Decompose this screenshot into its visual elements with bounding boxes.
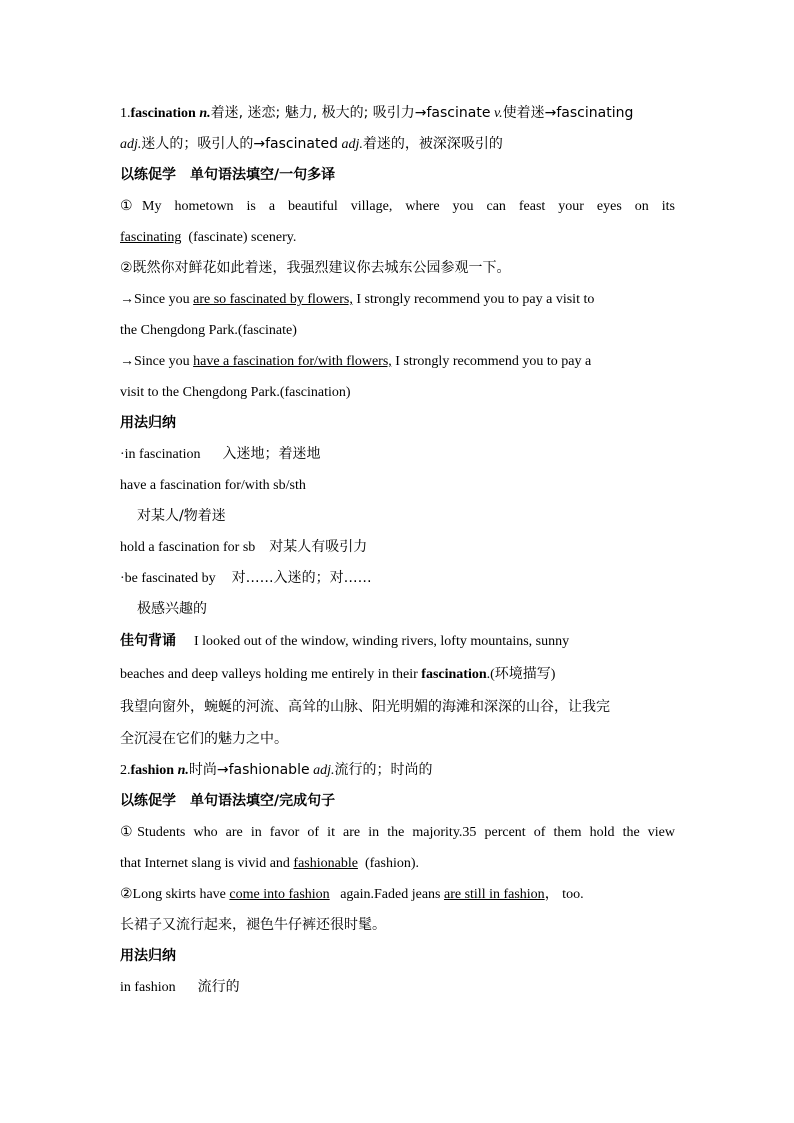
part-of-speech: n. bbox=[199, 106, 211, 121]
usage-item: hold a fascination for sb 对某人有吸引力 bbox=[120, 539, 368, 555]
meaning: 迷人的；吸引人的→fascinated bbox=[141, 136, 338, 152]
practice-heading: 以练促学 单句语法填空/一句多译 bbox=[120, 167, 336, 183]
headword: fashion bbox=[130, 763, 175, 778]
practice-heading: 以练促学 单句语法填空/完成句子 bbox=[120, 793, 336, 809]
answer: fashionable bbox=[293, 856, 358, 871]
document-page bbox=[120, 98, 675, 1003]
exercise-2-answer-1: →Since you are so fascinated by flowers, I strongly recommend you to pay a visit to bbox=[120, 292, 595, 307]
answer: are so fascinated by flowers, bbox=[193, 292, 353, 307]
usage-item-meaning: 对某人/物着迷 bbox=[137, 508, 226, 524]
exercise-1-line-2: fascinating (fascinate) scenery. bbox=[120, 230, 297, 245]
usage-item: in fashion 流行的 bbox=[120, 979, 240, 995]
meaning: 着迷的，被深深吸引的 bbox=[362, 136, 503, 152]
meaning: 时尚→fashionable bbox=[188, 762, 310, 778]
entry-number: 1. bbox=[120, 106, 131, 121]
usage-item-meaning: 极感兴趣的 bbox=[137, 601, 207, 617]
good-sentence-line-2: beaches and deep valleys holding me entirely in their fascination.(环境描写) bbox=[120, 667, 556, 682]
exercise-1-line-1: ①Students who are in favor of it are in the majority.35 percent of them hold the view bbox=[120, 825, 675, 840]
answer: fascinating bbox=[120, 230, 182, 245]
usage-heading: 用法归纳 bbox=[120, 415, 176, 431]
exercise-2-answer-1-cont: the Chengdong Park.(fascinate) bbox=[120, 323, 297, 338]
entry-number: 2. bbox=[120, 763, 131, 778]
good-sentence-line-1: 佳句背诵 I looked out of the window, winding rivers, lofty mountains, sunny bbox=[120, 633, 570, 649]
good-sentence-translation-1: 我望向窗外，蜿蜒的河流、高耸的山脉、阳光明媚的海滩和深深的山谷，让我完 bbox=[120, 699, 610, 715]
exercise-1-line-1: ①My hometown is a beautiful village, where you can feast your eyes on its bbox=[120, 199, 675, 214]
usage-item: ·be fascinated by 对……入迷的；对…… bbox=[120, 570, 372, 586]
answer: are still in fashion bbox=[443, 887, 545, 902]
usage-heading: 用法归纳 bbox=[120, 948, 176, 964]
meaning: 流行的；时尚的 bbox=[334, 762, 433, 778]
answer: have a fascination for/with flowers, bbox=[193, 354, 392, 369]
meaning: 使着迷→fascinating bbox=[502, 105, 634, 121]
exercise-2-answer-2-cont: visit to the Chengdong Park.(fascination) bbox=[120, 385, 351, 400]
headword: fascination bbox=[130, 106, 196, 121]
exercise-2-answer-2: →Since you have a fascination for/with flowers, I strongly recommend you to pay a bbox=[120, 354, 592, 369]
answer: come into fashion bbox=[229, 887, 330, 902]
part-of-speech: adj. bbox=[341, 137, 363, 152]
usage-item: have a fascination for/with sb/sth bbox=[120, 478, 306, 493]
meaning: 着迷, 迷恋; 魅力, 极大的; 吸引力→fascinate bbox=[210, 105, 491, 121]
exercise-2-line: ②Long skirts have come into fashion again.Faded jeans are still in fashion， too. bbox=[120, 887, 584, 902]
good-sentence-heading: 佳句背诵 bbox=[120, 633, 176, 649]
good-sentence-translation-2: 全沉浸在它们的魅力之中。 bbox=[120, 731, 288, 747]
entry-fashion-header bbox=[120, 755, 675, 786]
exercise-2-translation: 长裙子又流行起来，褪色牛仔裤还很时髦。 bbox=[120, 917, 386, 933]
part-of-speech: v. bbox=[493, 106, 503, 121]
usage-item: ·in fascination 入迷地；着迷地 bbox=[120, 446, 321, 462]
entry-fascination-header-cont bbox=[120, 129, 675, 160]
exercise-2-prompt: ②既然你对鲜花如此着迷，我强烈建议你去城东公园参观一下。 bbox=[120, 260, 511, 276]
part-of-speech: n. bbox=[177, 763, 189, 778]
part-of-speech: adj. bbox=[313, 763, 335, 778]
exercise-1-line-2: that Internet slang is vivid and fashionable (fashion). bbox=[120, 856, 419, 871]
part-of-speech: adj. bbox=[120, 137, 142, 152]
entry-fascination-header bbox=[120, 98, 675, 129]
